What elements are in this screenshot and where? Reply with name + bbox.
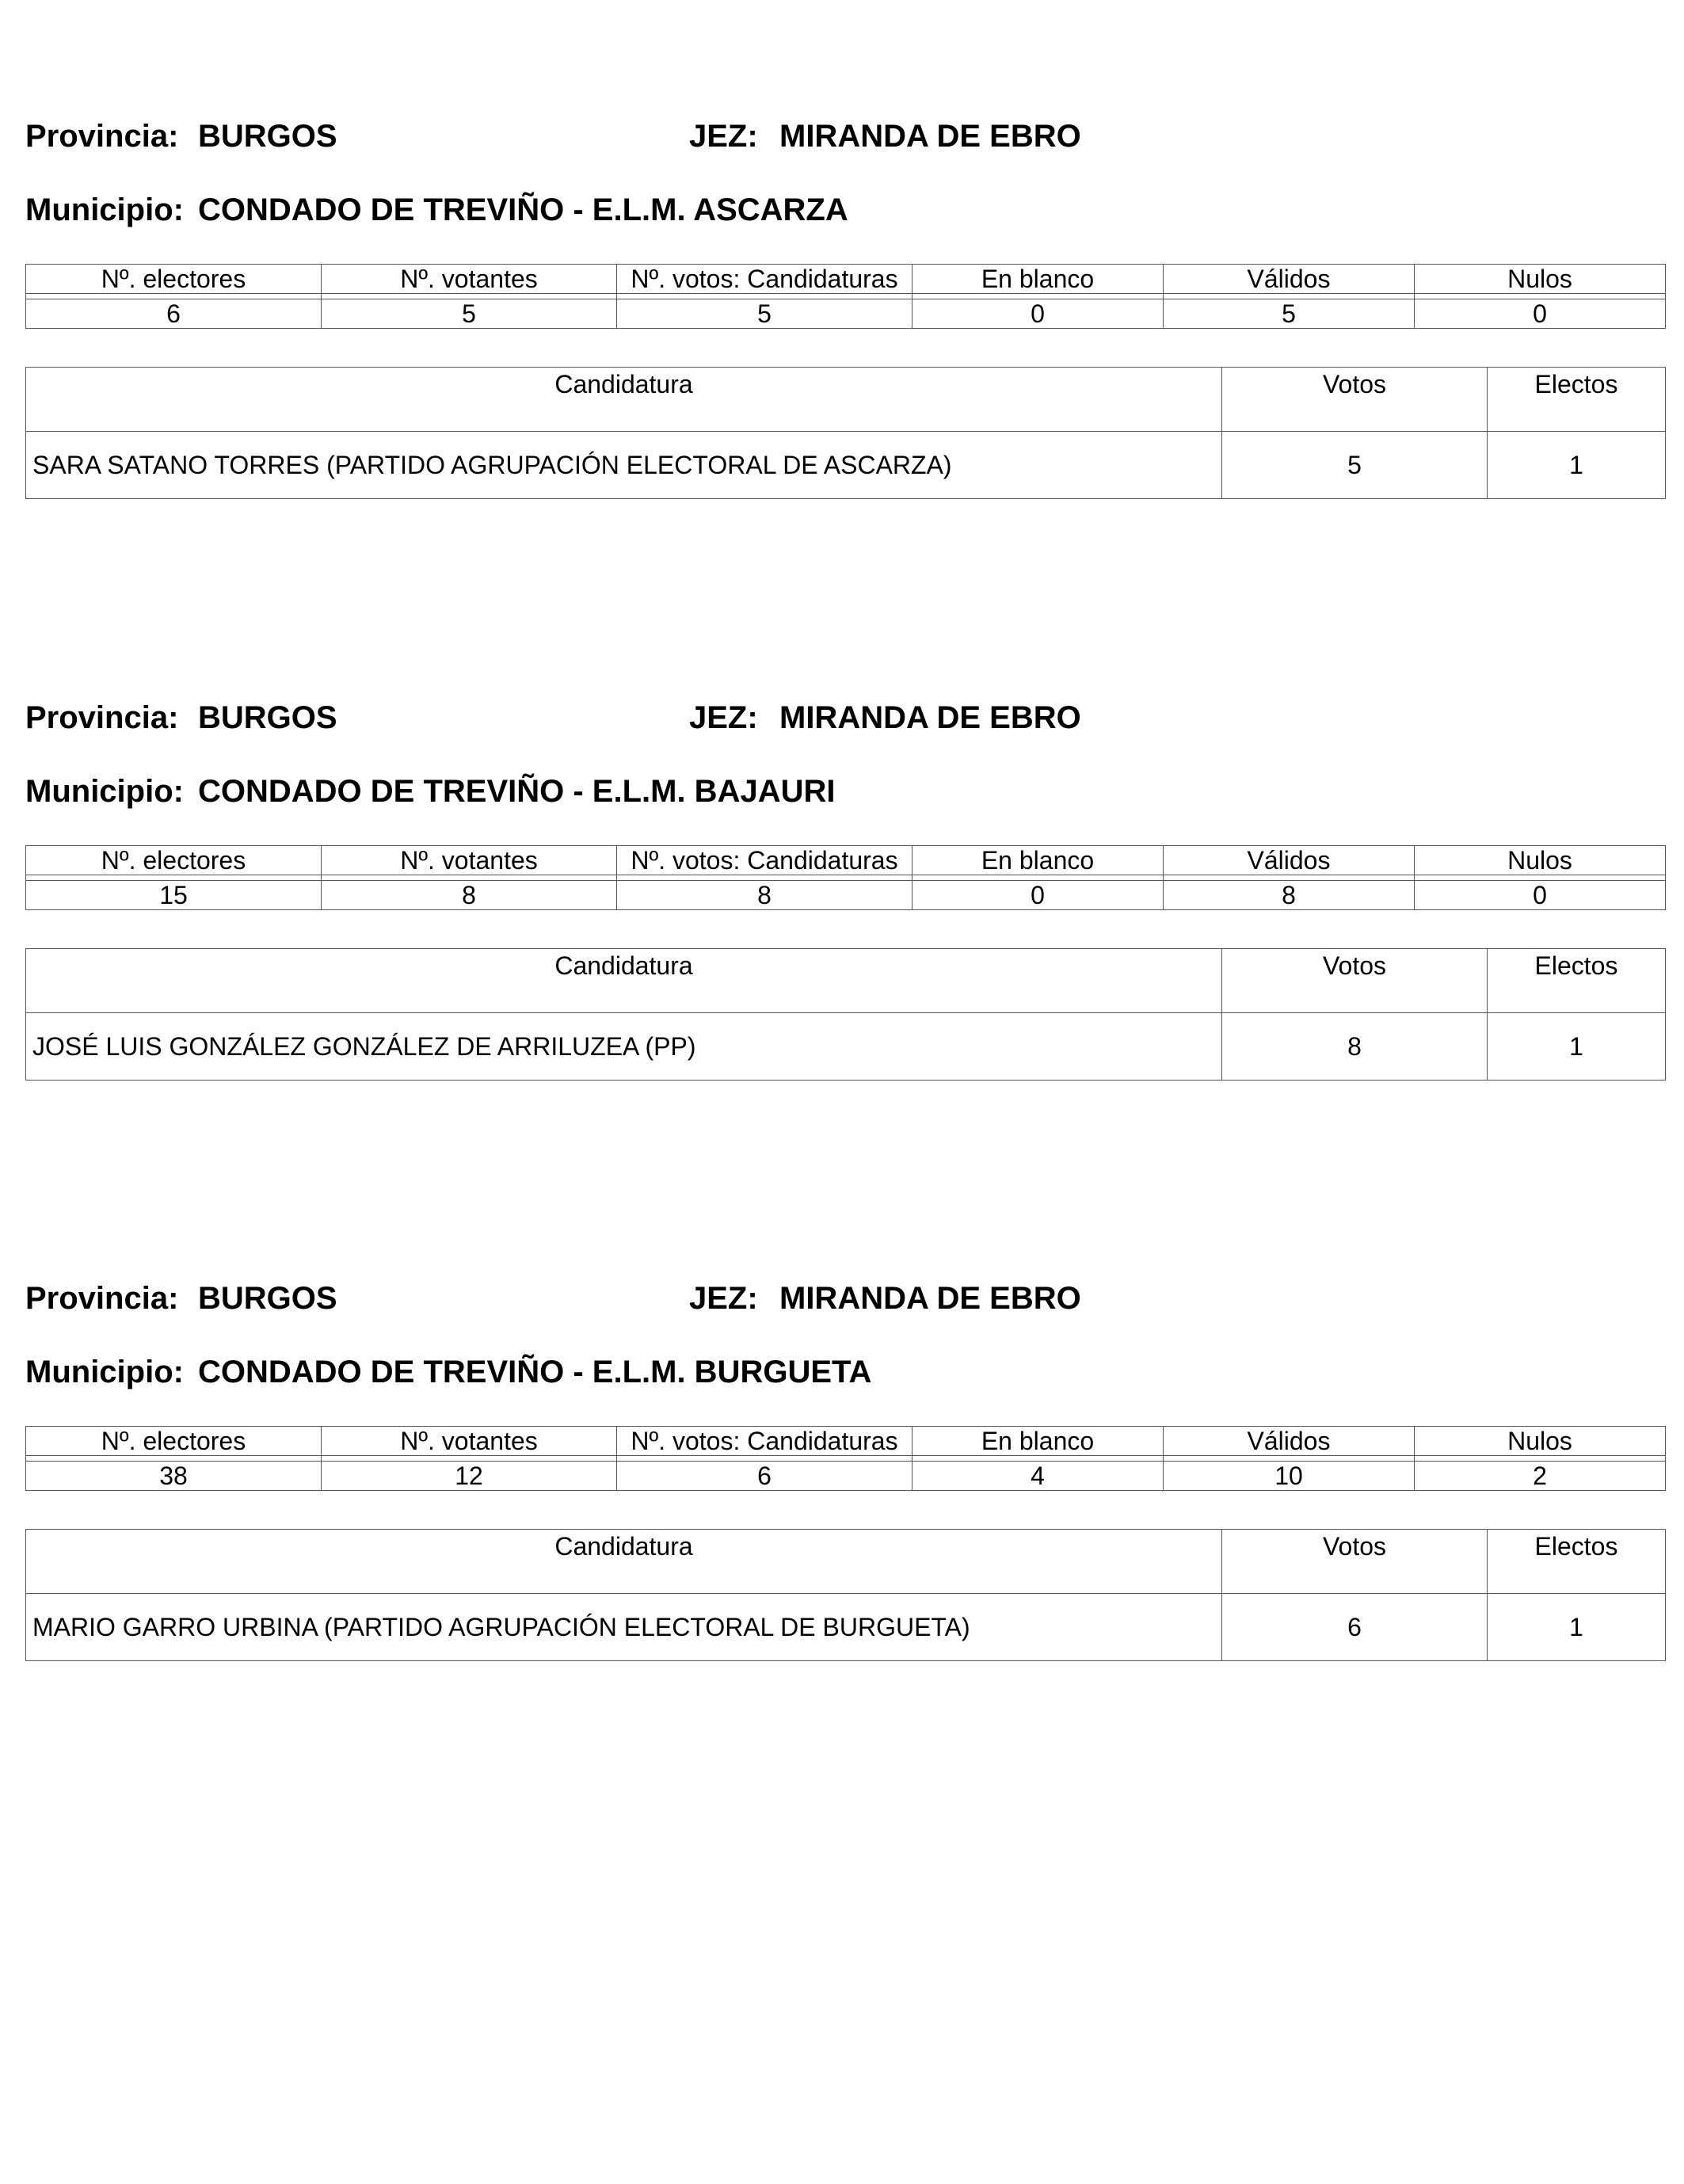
electos-header: Electos: [1488, 368, 1666, 432]
results-section-ascarza: [25, 111, 1665, 499]
stats-table: [25, 845, 1666, 910]
candidatura-header: Candidatura: [26, 1530, 1222, 1594]
validos-header: Válidos: [1164, 846, 1415, 875]
candidates-table: [25, 1529, 1666, 1661]
stats-value-row: [26, 1462, 1666, 1491]
provincia-value: BURGOS: [198, 700, 337, 735]
jez-value: MIRANDA DE EBRO: [779, 1281, 1081, 1316]
municipality-row: [25, 1347, 1665, 1397]
municipio-label: Municipio:: [25, 774, 184, 809]
stats-spacer: [26, 1456, 1666, 1462]
votos-header: Votos: [1222, 368, 1488, 432]
stats-header-row: [26, 846, 1666, 875]
votos-candidaturas-header: Nº. votos: Candidaturas: [617, 846, 912, 875]
province-row: [25, 692, 1665, 743]
en-blanco-header: En blanco: [912, 846, 1164, 875]
votantes-header: Nº. votantes: [322, 265, 617, 294]
municipio-value: CONDADO DE TREVIÑO - E.L.M. BURGUETA: [198, 1355, 872, 1389]
candidates-header-row: [26, 949, 1666, 1013]
electos-header: Electos: [1488, 1530, 1666, 1594]
en-blanco-header: En blanco: [912, 265, 1164, 294]
provincia-value: BURGOS: [198, 1281, 337, 1316]
municipio-label: Municipio:: [25, 1355, 184, 1389]
votantes-value: 12: [322, 1462, 617, 1491]
stats-table: [25, 264, 1666, 329]
province-row: [25, 1273, 1665, 1324]
candidate-votos: 6: [1222, 1594, 1488, 1661]
nulos-header: Nulos: [1415, 846, 1666, 875]
candidate-row: [26, 1594, 1666, 1661]
votos-candidaturas-header: Nº. votos: Candidaturas: [617, 1427, 912, 1456]
provincia-label: Provincia:: [25, 700, 179, 735]
votos-candidaturas-value: 8: [617, 881, 912, 910]
candidates-header-row: [26, 368, 1666, 432]
validos-value: 8: [1164, 881, 1415, 910]
nulos-value: 0: [1415, 299, 1666, 329]
votantes-value: 5: [322, 299, 617, 329]
votantes-value: 8: [322, 881, 617, 910]
stats-spacer: [26, 875, 1666, 881]
validos-header: Válidos: [1164, 1427, 1415, 1456]
provincia-label: Provincia:: [25, 1281, 179, 1316]
en-blanco-value: 0: [912, 299, 1164, 329]
candidates-table: [25, 367, 1666, 499]
province-row: [25, 111, 1665, 162]
votos-header: Votos: [1222, 1530, 1488, 1594]
nulos-value: 2: [1415, 1462, 1666, 1491]
votantes-header: Nº. votantes: [322, 1427, 617, 1456]
municipality-row: [25, 766, 1665, 817]
votos-candidaturas-value: 6: [617, 1462, 912, 1491]
municipio-value: CONDADO DE TREVIÑO - E.L.M. ASCARZA: [198, 192, 848, 227]
electores-value: 6: [26, 299, 322, 329]
candidate-row: [26, 1013, 1666, 1081]
electores-header: Nº. electores: [26, 265, 322, 294]
municipio-label: Municipio:: [25, 192, 184, 227]
votantes-header: Nº. votantes: [322, 846, 617, 875]
nulos-header: Nulos: [1415, 1427, 1666, 1456]
electores-header: Nº. electores: [26, 846, 322, 875]
stats-value-row: [26, 881, 1666, 910]
results-section-bajauri: [25, 692, 1665, 1081]
validos-header: Válidos: [1164, 265, 1415, 294]
validos-value: 5: [1164, 299, 1415, 329]
en-blanco-header: En blanco: [912, 1427, 1164, 1456]
jez-label: JEZ:: [689, 700, 758, 735]
candidate-electos: 1: [1488, 1594, 1666, 1661]
candidate-name: JOSÉ LUIS GONZÁLEZ GONZÁLEZ DE ARRILUZEA (PP): [26, 1013, 1222, 1081]
candidate-name: MARIO GARRO URBINA (PARTIDO AGRUPACIÓN ELECTORAL DE BURGUETA): [26, 1594, 1222, 1661]
stats-spacer: [26, 294, 1666, 299]
stats-table: [25, 1426, 1666, 1491]
candidate-name: SARA SATANO TORRES (PARTIDO AGRUPACIÓN ELECTORAL DE ASCARZA): [26, 432, 1222, 499]
nulos-header: Nulos: [1415, 265, 1666, 294]
candidate-votos: 8: [1222, 1013, 1488, 1081]
votos-candidaturas-header: Nº. votos: Candidaturas: [617, 265, 912, 294]
stats-value-row: [26, 299, 1666, 329]
jez-value: MIRANDA DE EBRO: [779, 700, 1081, 735]
candidate-votos: 5: [1222, 432, 1488, 499]
en-blanco-value: 0: [912, 881, 1164, 910]
jez-label: JEZ:: [689, 1281, 758, 1316]
candidatura-header: Candidatura: [26, 949, 1222, 1013]
jez-value: MIRANDA DE EBRO: [779, 119, 1081, 154]
candidate-electos: 1: [1488, 1013, 1666, 1081]
candidatura-header: Candidatura: [26, 368, 1222, 432]
stats-header-row: [26, 265, 1666, 294]
votos-header: Votos: [1222, 949, 1488, 1013]
municipality-row: [25, 185, 1665, 235]
provincia-label: Provincia:: [25, 119, 179, 154]
electores-header: Nº. electores: [26, 1427, 322, 1456]
candidates-table: [25, 948, 1666, 1081]
candidates-header-row: [26, 1530, 1666, 1594]
electos-header: Electos: [1488, 949, 1666, 1013]
candidate-electos: 1: [1488, 432, 1666, 499]
en-blanco-value: 4: [912, 1462, 1164, 1491]
candidate-row: [26, 432, 1666, 499]
validos-value: 10: [1164, 1462, 1415, 1491]
electores-value: 38: [26, 1462, 322, 1491]
stats-header-row: [26, 1427, 1666, 1456]
municipio-value: CONDADO DE TREVIÑO - E.L.M. BAJAURI: [198, 774, 836, 809]
results-section-burgueta: [25, 1273, 1665, 1661]
jez-label: JEZ:: [689, 119, 758, 154]
votos-candidaturas-value: 5: [617, 299, 912, 329]
provincia-value: BURGOS: [198, 119, 337, 154]
nulos-value: 0: [1415, 881, 1666, 910]
electores-value: 15: [26, 881, 322, 910]
